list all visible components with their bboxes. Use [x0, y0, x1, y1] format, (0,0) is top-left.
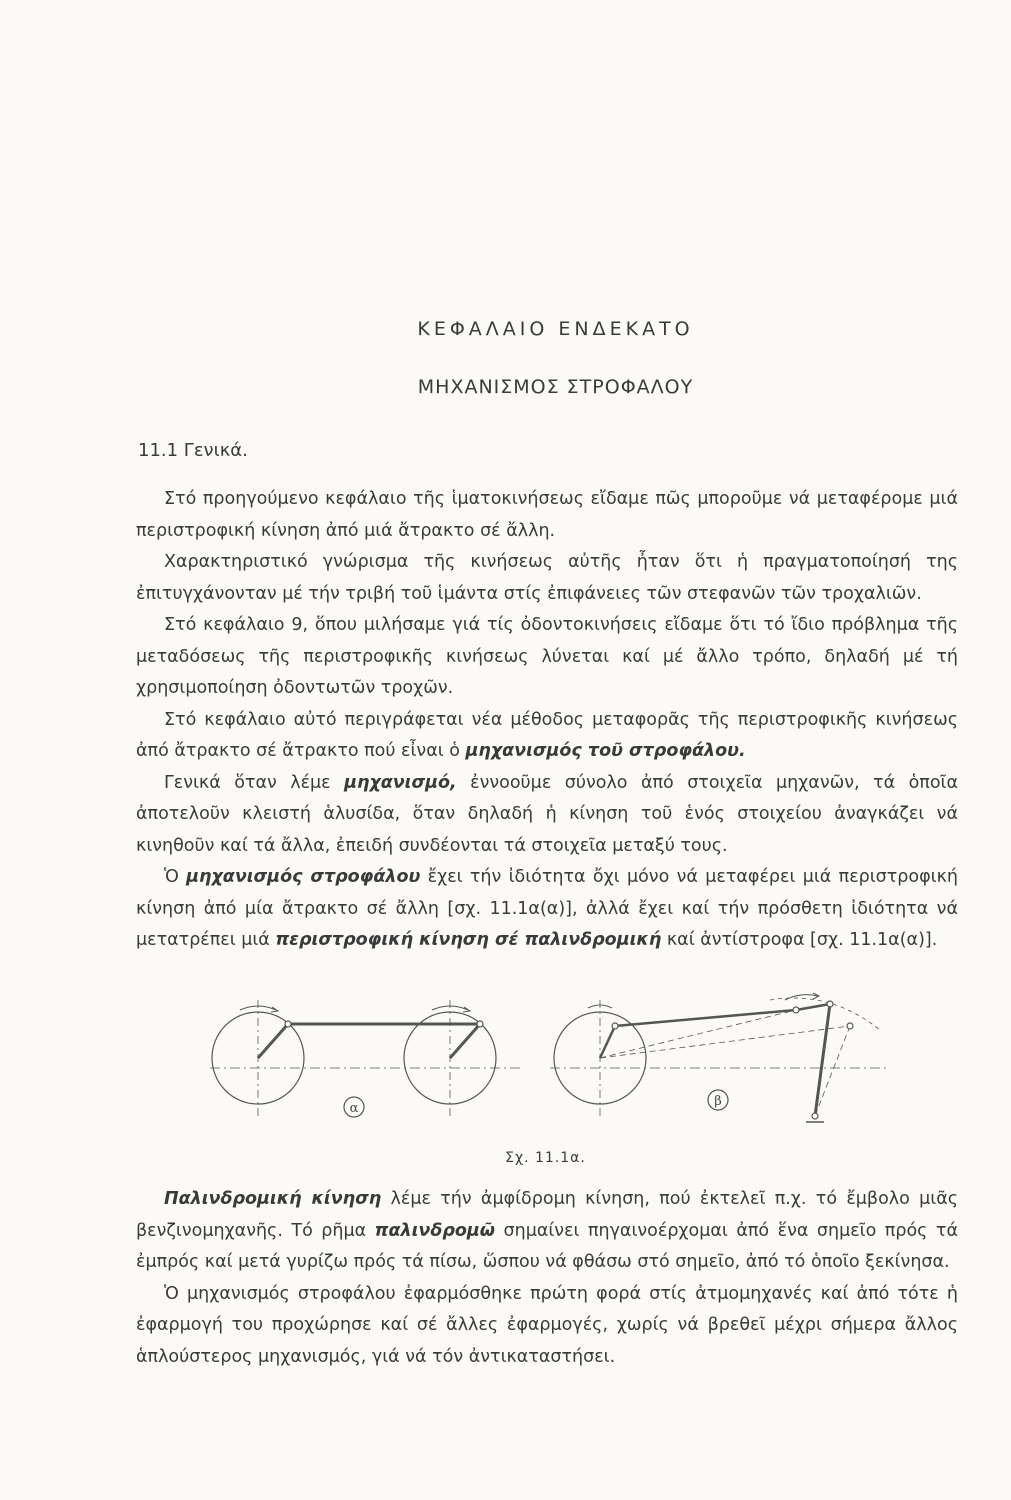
- figure-label-beta: β: [714, 1094, 722, 1109]
- paragraph-6-text-b: ἔχει τήν ἰδιότητα ὄχι μόνο νά μεταφέρει μιά περιστροφική κίνηση ἀπό μία ἄτρακτο σέ ἄλλη [σχ. 11.1α(α)], ἀλλά ἔχει καί τήν πρόσθετη ἰδιότητα νά μετατρέπει μιά: [136, 867, 958, 950]
- paragraph-6-emphasis-b: περιστροφική κίνηση σέ παλινδρομική: [275, 930, 662, 950]
- body-text-bottom: [136, 1184, 958, 1373]
- paragraph-6: [136, 862, 958, 957]
- figure-caption: Σχ. 11.1α.: [505, 1150, 586, 1166]
- body-text-top: [136, 484, 958, 957]
- figure-label-alpha: α: [349, 1101, 359, 1116]
- chapter-heading: ΚΕΦΑΛΑΙΟ ΕΝΔΕΚΑΤΟ: [417, 318, 694, 340]
- paragraph-7: [136, 1184, 958, 1279]
- paragraph-7-text-a: λέμε τήν ἀμφίδρομη κίνηση, πού ἐκτελεῖ π.χ. τό ἔμβολο μιᾶς βενζινομηχανῆς. Τό ρῆμα: [136, 1189, 959, 1241]
- paragraph-6-text-c: καί ἀντίστροφα [σχ. 11.1α(α)].: [661, 930, 938, 950]
- paragraph-2: Χαρακτηριστικό γνώρισμα τῆς κινήσεως αὐτῆς ἦταν ὅτι ἡ πραγματοποίησή της ἐπιτυγχάνονταν μέ τήν τριβή τοῦ ἱμάντα στίς ἐπιφάνειες τῶν στεφανῶν τῶν τροχαλιῶν.: [136, 552, 958, 604]
- paragraph-3: Στό κεφάλαιο 9, ὅπου μιλήσαμε γιά τίς ὀδοντοκινήσεις εἴδαμε ὅτι τό ἴδιο πρόβλημα τῆς μεταδόσεως τῆς περιστροφικῆς κινήσεως λύνεται καί μέ ἄλλο τρόπο, δηλαδή μέ τή χρησιμοποίηση ὀδοντωτῶν τροχῶν.: [136, 615, 958, 698]
- paragraph-7-emphasis-a: Παλινδρομική κίνηση: [164, 1189, 382, 1209]
- paragraph-4-emphasis: μηχανισμός τοῦ στροφάλου.: [465, 741, 746, 761]
- paragraph-5: [136, 768, 958, 863]
- paragraph-7-text-b: σημαίνει πηγαινοέρχομαι ἀπό ἕνα σημεῖο πρός τά ἐμπρός καί μετά γυρίζω πρός τά πίσω, ὥσπου νά φθάσω στό σημεῖο, ἀπό τό ὁποῖο ξεκίνησα.: [136, 1220, 958, 1272]
- paragraph-4: [136, 705, 958, 768]
- figure-alpha-drawing: [210, 1000, 520, 1118]
- paragraph-5-emphasis: μηχανισμό,: [344, 772, 457, 793]
- paragraph-4-text: Στό κεφάλαιο αὐτό περιγράφεται νέα μέθοδος μεταφορᾶς τῆς περιστροφικῆς κινήσεως ἀπό ἄτρακτο σέ ἄτρακτο πού εἶναι ὁ: [136, 709, 958, 761]
- paragraph-6-text-a: Ὁ: [164, 867, 187, 887]
- paragraph-5-text-a: Γενικά ὅταν λέμε: [164, 772, 345, 793]
- paragraph-8: Ὁ μηχανισμός στροφάλου ἐφαρμόσθηκε πρώτη φορά στίς ἀτμομηχανές καί ἀπό τότε ἡ ἐφαρμογή του προχώρησε καί σέ ἄλλες ἐφαρμογές, χωρίς νά βρεθεῖ μέχρι σήμερα ἄλλος ἁπλούστερος μηχανισμός, γιά νά τόν ἀντικαταστήσει.: [136, 1283, 958, 1367]
- paragraph-6-emphasis-a: μηχανισμός στροφάλου: [186, 867, 421, 887]
- paragraph-7-emphasis-b: παλινδρομῶ: [374, 1220, 496, 1241]
- chapter-title: ΜΗΧΑΝΙΣΜΟΣ ΣΤΡΟΦΑΛΟΥ: [417, 376, 694, 398]
- paragraph-1: Στό προηγούμενο κεφάλαιο τῆς ἱματοκινήσεως εἴδαμε πῶς μποροῦμε νά μεταφέρομε μιά περιστροφική κίνηση ἀπό μιά ἄτρακτο σέ ἄλλη.: [136, 489, 958, 541]
- section-heading: 11.1 Γενικά.: [138, 440, 248, 461]
- crank-mechanism-figure: [210, 990, 890, 1140]
- paragraph-5-text-b: ἐννοοῦμε σύνολο ἀπό στοιχεῖα μηχανῶν, τά ὁποῖα ἀποτελοῦν κλειστή ἁλυσίδα, ὅταν δηλαδή ἡ κίνηση τοῦ ἑνός στοιχείου ἀναγκάζει νά κινηθοῦν καί τά ἄλλα, ἐπειδή συνδέονται τά στοιχεῖα μεταξύ τους.: [136, 772, 958, 856]
